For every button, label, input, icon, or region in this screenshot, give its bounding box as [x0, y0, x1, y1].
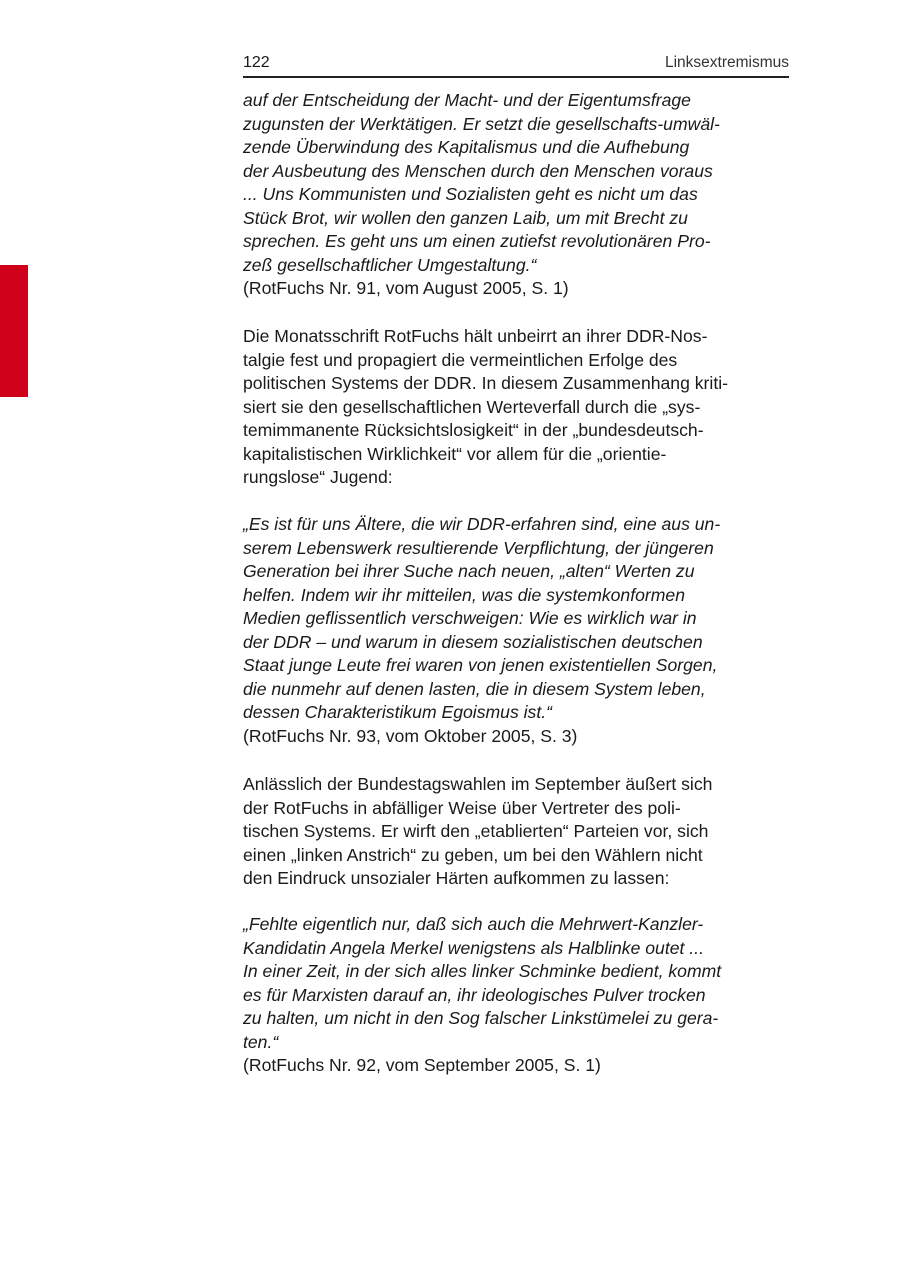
text-line: Medien geflissentlich verschweigen: Wie es wirklich war in — [243, 608, 697, 628]
text-line: siert sie den gesellschaftlichen Werteverfall durch die „sys- — [243, 396, 701, 417]
block-quote — [243, 913, 803, 1078]
text-line: den Eindruck unsozialer Härten aufkommen zu lassen: — [243, 868, 670, 888]
text-line: Stück Brot, wir wollen den ganzen Laib, um mit Brecht zu — [243, 207, 688, 228]
text-line: ten.“ — [243, 1031, 279, 1052]
chapter-marker-bar — [0, 265, 28, 397]
text-line: der DDR – und warum in diesem sozialistischen deutschen — [243, 631, 703, 652]
text-line: helfen. Indem wir ihr mitteilen, was die systemkonformen — [243, 584, 685, 605]
citation: (RotFuchs Nr. 93, vom Oktober 2005, S. 3) — [243, 725, 578, 746]
text-line: der RotFuchs in abfälliger Weise über Vertreter des poli- — [243, 797, 681, 818]
text-line: Kandidatin Angela Merkel wenigstens als Halblinke outet ... — [243, 937, 704, 958]
page-number: 122 — [243, 54, 270, 71]
text-line: auf der Entscheidung der Macht- und der Eigentumsfrage — [243, 90, 691, 110]
text-line: temimmanente Rücksichtslosigkeit“ in der „bundesdeutsch- — [243, 420, 704, 440]
text-line: Die Monatsschrift RotFuchs hält unbeirrt an ihrer DDR-Nos- — [243, 326, 708, 346]
text-line: die nunmehr auf denen lasten, die in diesem System leben, — [243, 678, 706, 699]
text-line: In einer Zeit, in der sich alles linker Schminke bedient, kommt — [243, 961, 722, 981]
text-line: es für Marxisten darauf an, ihr ideologisches Pulver trocken — [243, 984, 706, 1005]
text-line: zu halten, um nicht in den Sog falscher Linkstümelei zu gera- — [243, 1008, 719, 1028]
text-line: Anlässlich der Bundestagswahlen im September äußert sich — [243, 774, 713, 794]
text-line: kapitalistischen Wirklichkeit“ vor allem für die „orientie- — [243, 443, 667, 464]
text-line: rungslose“ Jugend: — [243, 467, 393, 487]
text-line: der Ausbeutung des Menschen durch den Menschen voraus — [243, 160, 713, 181]
block-quote — [243, 89, 803, 301]
text-line: zeß gesellschaftlicher Umgestaltung.“ — [243, 254, 537, 275]
block-quote — [243, 513, 803, 748]
text-line: „Fehlte eigentlich nur, daß sich auch die Mehrwert-Kanzler- — [243, 914, 704, 934]
text-line: einen „linken Anstrich“ zu geben, um bei den Wählern nicht — [243, 844, 703, 865]
text-line: „Es ist für uns Ältere, die wir DDR-erfahren sind, eine aus un- — [243, 514, 721, 534]
text-line: sprechen. Es geht uns um einen zutiefst revolutionären Pro- — [243, 231, 711, 251]
text-line: politischen Systems der DDR. In diesem Zusammenhang kriti- — [243, 373, 728, 393]
citation: (RotFuchs Nr. 91, vom August 2005, S. 1) — [243, 278, 569, 298]
text-line: tischen Systems. Er wirft den „etablierten“ Parteien vor, sich — [243, 821, 709, 841]
running-header — [243, 52, 789, 78]
text-line: Staat junge Leute frei waren von jenen existentiellen Sorgen, — [243, 655, 718, 675]
text-line: dessen Charakteristikum Egoismus ist.“ — [243, 702, 552, 722]
text-line: zende Überwindung des Kapitalismus und die Aufhebung — [243, 137, 690, 157]
text-line: Generation bei ihrer Suche nach neuen, „alten“ Werten zu — [243, 561, 695, 581]
paragraph — [243, 773, 803, 891]
text-line: ... Uns Kommunisten und Sozialisten geht es nicht um das — [243, 184, 698, 204]
paragraph — [243, 325, 803, 490]
citation: (RotFuchs Nr. 92, vom September 2005, S. 1) — [243, 1055, 601, 1075]
text-line: talgie fest und propagiert die vermeintlichen Erfolge des — [243, 349, 678, 370]
text-line: serem Lebenswerk resultierende Verpflichtung, der jüngeren — [243, 537, 714, 558]
running-title: Linksextremismus — [664, 54, 789, 71]
text-line: zugunsten der Werktätigen. Er setzt die gesellschafts-umwäl- — [243, 113, 720, 134]
